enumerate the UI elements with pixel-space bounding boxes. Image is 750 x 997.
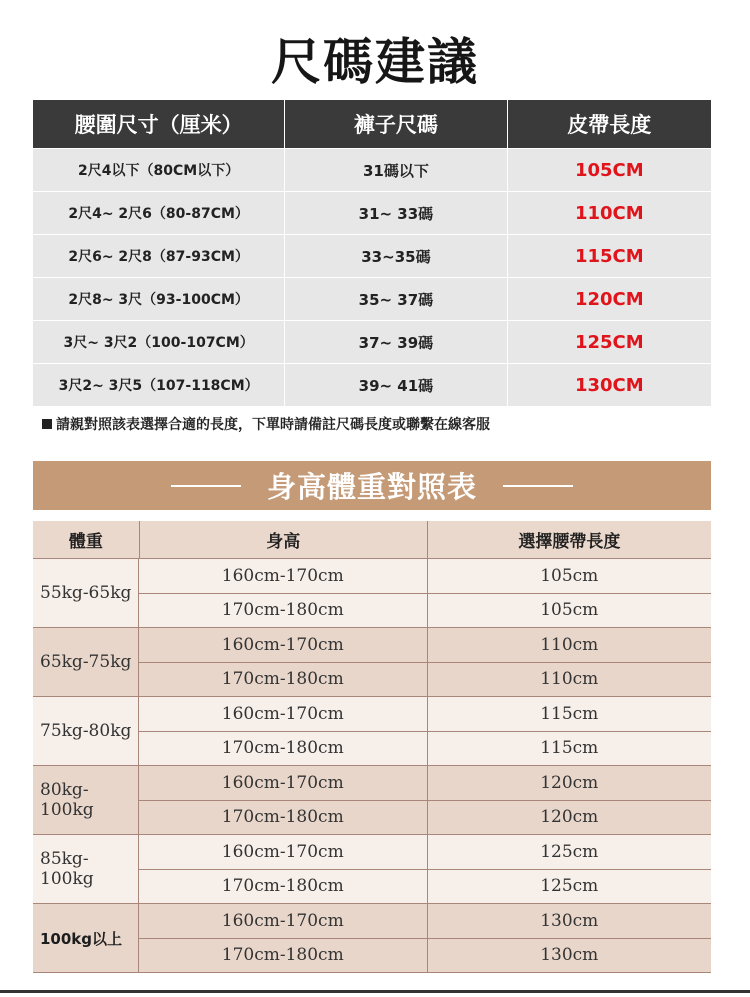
weight-cell: 100kg以上 [33, 904, 139, 972]
height-weight-table [33, 521, 711, 973]
weight-cell: 85kg-100kg [33, 835, 139, 903]
waist-cell: 2尺6~ 2尺8（87-93CM） [33, 235, 285, 277]
size-table [33, 100, 711, 406]
table-row [33, 234, 711, 277]
table-row [139, 628, 711, 663]
belt-length-cell: 105cm [540, 565, 599, 586]
header-height: 身高 [140, 521, 428, 558]
belt-length-cell: 110cm [540, 634, 599, 655]
belt-length-cell: 130cm [540, 945, 599, 966]
pants-cell: 33~35碼 [285, 235, 507, 277]
banner-title: 身高體重對照表 [266, 470, 477, 504]
header-waist: 腰圍尺寸（厘米） [33, 100, 285, 148]
waist-cell: 3尺2~ 3尺5（107-118CM） [33, 364, 285, 406]
header-belt: 皮帶長度 [567, 113, 652, 137]
table-row [139, 594, 711, 628]
table-row [139, 939, 711, 973]
pants-cell: 39~ 41碼 [285, 364, 507, 406]
table-row [139, 559, 711, 594]
height-cell: 170cm-180cm [139, 870, 428, 904]
waist-cell: 2尺8~ 3尺（93-100CM） [33, 278, 285, 320]
table-row [33, 363, 711, 406]
waist-cell: 2尺4~ 2尺6（80-87CM） [33, 192, 285, 234]
weight-group [33, 766, 711, 835]
belt-length-cell: 120cm [540, 807, 599, 828]
table-row [139, 870, 711, 904]
weight-group [33, 904, 711, 973]
weight-group [33, 835, 711, 904]
pants-cell: 37~ 39碼 [285, 321, 507, 363]
table-row [139, 904, 711, 939]
belt-length-cell: 110cm [540, 669, 599, 690]
belt-cell: 120CM [574, 288, 644, 310]
pants-cell: 31~ 33碼 [285, 192, 507, 234]
bottom-divider [0, 990, 750, 993]
pants-cell: 35~ 37碼 [285, 278, 507, 320]
weight-group [33, 628, 711, 697]
table-row [33, 277, 711, 320]
height-cell: 170cm-180cm [139, 663, 428, 697]
height-cell: 160cm-170cm [139, 559, 428, 593]
banner-divider-left [171, 485, 241, 487]
belt-cell: 110CM [574, 202, 644, 224]
height-table-header [33, 521, 711, 559]
height-cell: 160cm-170cm [139, 904, 428, 938]
table-row [139, 801, 711, 835]
weight-group [33, 697, 711, 766]
waist-cell: 2尺4以下（80CM以下） [33, 149, 285, 191]
height-cell: 160cm-170cm [139, 835, 428, 869]
belt-length-cell: 115cm [540, 703, 599, 724]
belt-length-cell: 115cm [540, 738, 599, 759]
belt-cell: 115CM [574, 245, 644, 267]
table-row [139, 697, 711, 732]
weight-cell: 55kg-65kg [33, 559, 139, 627]
belt-length-cell: 120cm [540, 772, 599, 793]
header-weight: 體重 [33, 521, 140, 558]
belt-length-cell: 125cm [540, 841, 599, 862]
height-cell: 170cm-180cm [139, 801, 428, 835]
banner-divider-right [503, 485, 573, 487]
page-title: 尺碼建議 [271, 33, 479, 91]
table-row [139, 663, 711, 697]
size-note [42, 414, 490, 434]
weight-cell: 65kg-75kg [33, 628, 139, 696]
waist-cell: 3尺~ 3尺2（100-107CM） [33, 321, 285, 363]
square-bullet-icon [42, 419, 52, 429]
weight-cell: 80kg-100kg [33, 766, 139, 834]
size-table-header [33, 100, 711, 148]
belt-cell: 105CM [574, 159, 644, 181]
belt-length-cell: 130cm [540, 910, 599, 931]
belt-cell: 130CM [574, 374, 644, 396]
height-cell: 170cm-180cm [139, 732, 428, 766]
height-cell: 160cm-170cm [139, 628, 428, 662]
height-cell: 170cm-180cm [139, 939, 428, 973]
header-belt-length: 選擇腰帶長度 [518, 532, 621, 552]
weight-group [33, 559, 711, 628]
table-row [139, 732, 711, 766]
belt-length-cell: 105cm [540, 600, 599, 621]
table-row [139, 766, 711, 801]
section-banner [33, 461, 711, 510]
table-row [33, 320, 711, 363]
header-pants: 褲子尺碼 [285, 100, 507, 148]
pants-cell: 31碼以下 [285, 149, 507, 191]
belt-length-cell: 125cm [540, 876, 599, 897]
note-text: 請親對照該表選擇合適的長度，下單時請備註尺碼長度或聯繫在線客服 [56, 417, 490, 433]
height-cell: 170cm-180cm [139, 594, 428, 628]
weight-cell: 75kg-80kg [33, 697, 139, 765]
table-row [33, 148, 711, 191]
height-cell: 160cm-170cm [139, 697, 428, 731]
belt-cell: 125CM [574, 331, 644, 353]
height-cell: 160cm-170cm [139, 766, 428, 800]
table-row [139, 835, 711, 870]
table-row [33, 191, 711, 234]
